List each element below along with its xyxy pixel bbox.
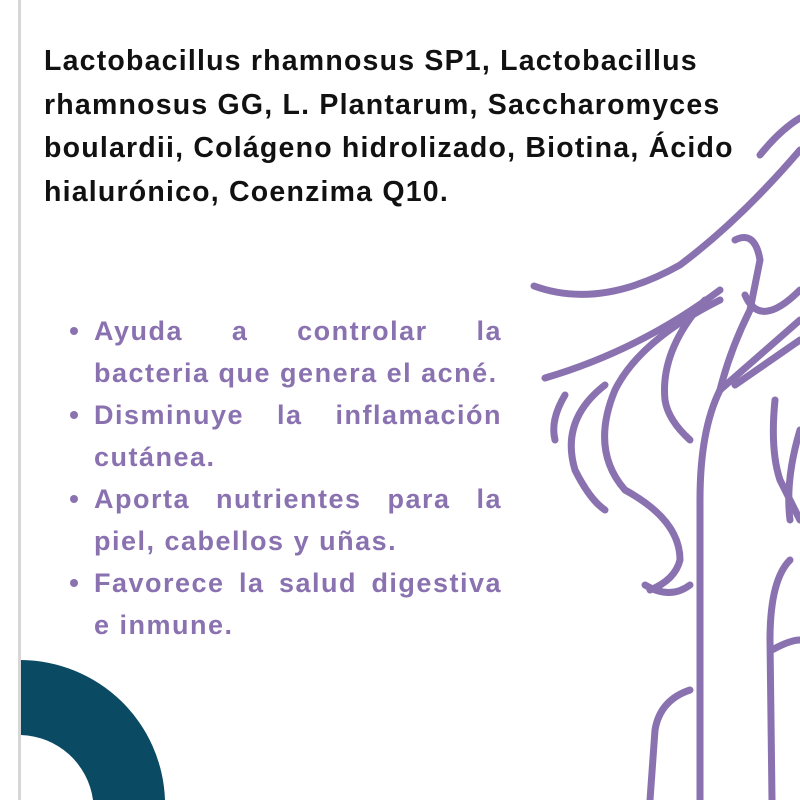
benefit-item: Favorece la salud digestiva e inmune. [66, 562, 502, 646]
benefit-item: Ayuda a controlar la bacteria que genera el acné. [66, 310, 502, 394]
ingredients-list: Lactobacillus rhamnosus SP1, Lactobacillus rhamnosus GG, L. Plantarum, Saccharomyces boulardii, Colágeno hidrolizado, Biotina, Ácido hialurónico, Coenzima Q10. [44, 45, 734, 208]
benefit-item: Disminuye la inflamación cutánea. [66, 394, 502, 478]
benefits-list [66, 310, 502, 646]
decorative-arc [21, 660, 165, 800]
benefit-item: Aporta nutrientes para la piel, cabellos y uñas. [66, 478, 502, 562]
